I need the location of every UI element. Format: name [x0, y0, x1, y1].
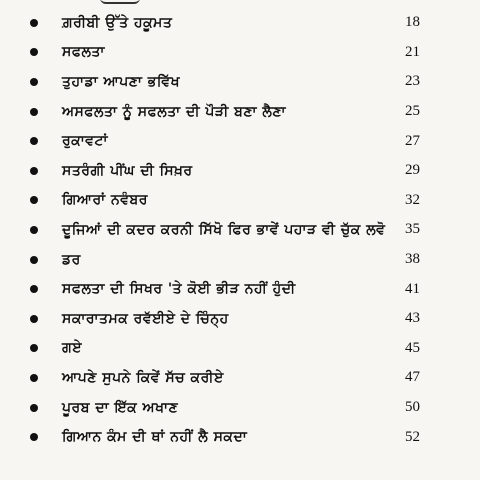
- toc-entry-page: 50: [405, 399, 420, 416]
- toc-entry: [0, 422, 480, 452]
- toc-entry: [0, 97, 480, 127]
- toc-entry: [0, 393, 480, 423]
- toc-entry-title: ਅਸਫਲਤਾ ਨੂੰ ਸਫਲਤਾ ਦੀ ਪੌੜੀ ਬਣਾ ਲੈਣਾ: [62, 103, 286, 120]
- bullet-icon: [30, 433, 38, 441]
- toc-entry-page: 18: [405, 14, 420, 31]
- toc-entry-title: ਸਫਲਤਾ ਦੀ ਸਿਖਰ 'ਤੇ ਕੋਈ ਭੀੜ ਨਹੀਂ ਹੁੰਦੀ: [62, 281, 296, 298]
- toc-entry-title: ਗਿਆਨ ਕੰਮ ਦੀ ਥਾਂ ਨਹੀਂ ਲੈ ਸਕਦਾ: [62, 429, 248, 446]
- toc-entry-page: 25: [405, 103, 420, 120]
- bullet-icon: [30, 78, 38, 86]
- toc-entry: [0, 67, 480, 97]
- toc-entry-page: 35: [405, 221, 420, 238]
- toc-entry: [0, 126, 480, 156]
- bullet-icon: [30, 404, 38, 412]
- toc-entry-page: 29: [405, 162, 420, 179]
- bullet-icon: [30, 315, 38, 323]
- bullet-icon: [30, 137, 38, 145]
- toc-entry-title: ਦੂਜਿਆਂ ਦੀ ਕਦਰ ਕਰਨੀ ਸਿੱਖੋ ਫਿਰ ਭਾਵੇਂ ਪਹਾੜ ਵੀ ਚੁੱਕ ਲਵੋ: [62, 221, 386, 238]
- toc-entry-page: 27: [405, 132, 420, 149]
- toc-entry: [0, 186, 480, 216]
- bullet-icon: [30, 226, 38, 234]
- toc-entry-page: 32: [405, 191, 420, 208]
- toc-entry-page: 23: [405, 73, 420, 90]
- toc-entry-page: 52: [405, 428, 420, 445]
- toc-entry-page: 21: [405, 43, 420, 60]
- toc-entry-page: 41: [405, 280, 420, 297]
- bullet-icon: [30, 256, 38, 264]
- bullet-icon: [30, 344, 38, 352]
- toc-entry: [0, 304, 480, 334]
- toc-entry-title: ਸਕਾਰਾਤਮਕ ਰਵੱਈਏ ਦੇ ਚਿੰਨ੍ਹ: [62, 310, 229, 327]
- toc-entry: [0, 274, 480, 304]
- toc-entry-title: ਸਤਰੰਗੀ ਪੀਂਘ ਦੀ ਸਿਖ਼ਰ: [62, 162, 193, 179]
- bullet-icon: [30, 48, 38, 56]
- toc-entry: [0, 156, 480, 186]
- bullet-icon: [30, 19, 38, 27]
- toc-entry-title: ਸਫਲਤਾ: [62, 44, 105, 61]
- bullet-icon: [30, 167, 38, 175]
- toc-entry: [0, 215, 480, 245]
- bullet-icon: [30, 196, 38, 204]
- bullet-icon: [30, 374, 38, 382]
- bullet-icon: [30, 108, 38, 116]
- toc-entry: [0, 363, 480, 393]
- toc-entry: [0, 245, 480, 275]
- toc-entry-title: ਰੁਕਾਵਟਾਂ: [62, 133, 108, 150]
- toc-entry-page: 45: [405, 339, 420, 356]
- toc-entry: [0, 38, 480, 68]
- cut-off-top-text: [100, 0, 140, 4]
- toc-entry-title: ਆਪਣੇ ਸੁਪਨੇ ਕਿਵੇਂ ਸੱਚ ਕਰੀਏ: [62, 369, 224, 386]
- toc-entry-title: ਗਿਆਰਾਂ ਨਵੰਬਰ: [62, 192, 148, 209]
- toc-entry-page: 47: [405, 369, 420, 386]
- toc-entry: [0, 8, 480, 38]
- toc-entry-page: 38: [405, 251, 420, 268]
- toc-entry-title: ਗ਼ਰੀਬੀ ਉੱਤੇ ਹਕੂਮਤ: [62, 14, 173, 31]
- toc-entry-title: ਪੂਰਬ ਦਾ ਇੱਕ ਅਖਾਣ: [62, 399, 179, 416]
- toc-entry-page: 43: [405, 310, 420, 327]
- toc-entry-title: ਗਏ: [62, 340, 83, 357]
- bullet-icon: [30, 285, 38, 293]
- toc-entry-title: ਤੁਹਾਡਾ ਆਪਣਾ ਭਵਿੱਖ: [62, 73, 181, 90]
- toc-entry: [0, 334, 480, 364]
- toc-entry-title: ਡਰ: [62, 251, 81, 268]
- table-of-contents: [0, 8, 480, 452]
